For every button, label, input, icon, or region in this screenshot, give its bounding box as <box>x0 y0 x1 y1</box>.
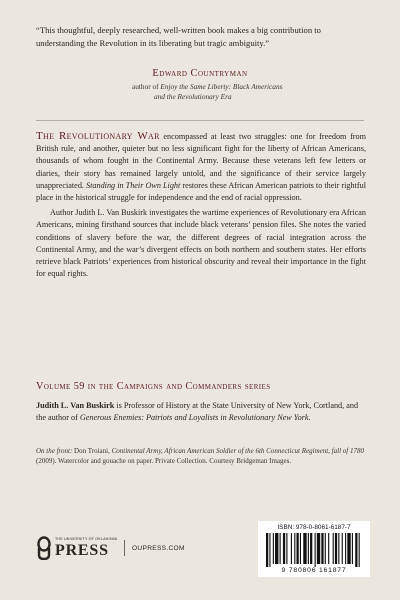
cover-note-label: On the front: <box>36 447 73 455</box>
author-other-book: Generous Enemies: Patriots and Loyalists in Revolutionary New York <box>79 413 309 423</box>
barcode-bar <box>335 533 337 564</box>
author-name: Judith L. Van Buskirk <box>36 401 115 410</box>
barcode-bar <box>275 533 278 564</box>
author-bio-text: is Professor of History at the State University of New York, Cortland, and the author of <box>36 401 359 423</box>
description-book-title: Standing in Their Own Light <box>86 180 181 190</box>
barcode-bar <box>317 533 320 564</box>
logo-divider <box>124 540 125 556</box>
description-p1-end: restores these African American patriots to their rightful place in the historical struggle for independence and the end of racial oppression. <box>36 180 366 203</box>
cover-note-title: Continental Army, African American Soldier of the 6th Connecticut Regiment, fall of 1780 <box>111 447 364 455</box>
barcode-bar <box>359 533 360 567</box>
publisher-press: PRESS <box>55 542 109 559</box>
barcode-bar <box>296 533 298 564</box>
cover-art-credit <box>36 446 366 466</box>
barcode-bar <box>269 533 270 567</box>
divider-rule <box>36 120 364 121</box>
barcode-bar <box>338 533 339 564</box>
barcode-digits: 9 780806 161877 <box>281 567 347 574</box>
book-description <box>36 130 366 280</box>
barcode-bar <box>283 533 285 564</box>
barcode-bar <box>273 533 274 564</box>
barcode-bar <box>342 533 343 564</box>
barcode-bar <box>347 533 350 564</box>
barcode-block <box>258 521 370 577</box>
barcode-bar <box>291 533 292 564</box>
credential-title-line1: Enjoy the Same Liberty: Black Americans <box>160 82 283 91</box>
publisher-url: OUPRESS.COM <box>132 545 185 552</box>
author-bio-end: . <box>308 413 311 423</box>
cover-note-rest: (2009). Watercolor and gouache on paper. Private Collection. Courtesy Bridgeman Images. <box>36 457 292 465</box>
cover-note-artist: Don Troiani, <box>72 447 112 455</box>
barcode-bar <box>352 533 353 564</box>
barcode-bar <box>308 533 309 564</box>
credential-title-line2: and the Revolutionary Era <box>154 92 232 102</box>
publisher-logo <box>36 536 185 560</box>
barcode-bar <box>321 533 323 564</box>
author-bio <box>36 400 366 424</box>
ou-interlocking-logo-icon <box>36 536 52 560</box>
credential-prefix: author of <box>132 82 161 91</box>
description-lead: The Revolutionary War <box>36 130 160 142</box>
barcode-bar <box>303 533 306 564</box>
barcode-bar <box>315 533 316 567</box>
description-paragraph-2: Author Judith L. Van Buskirk investigates the wartime experiences of Revolutionary era African Americans, mining firsthand sources that include black veterans’ pension files. She notes the varied conditions of slavery before the war, the different degrees of racial integration across the Continental Army, and the war’s divergent effects on both northern and southern states. Her efforts retrieve black Patriots’ experiences from historical obscurity and reveal their importance in the fight for equal rights. <box>36 208 366 279</box>
barcode-bar <box>328 533 329 564</box>
barcode-bar <box>355 533 357 567</box>
blurb-quote: “This thoughtful, deeply researched, well-written book makes a big contribution to understanding the Revolution in its liberating but tragic ambiguity.” <box>36 25 321 48</box>
barcode-bar <box>280 533 281 564</box>
description-p1-text: encompassed at least two struggles: one for freedom from British rule, and another, quieter but no less significant fight for the liberty of African Americans, thousands of whom fought in the Continental Army. Because these veterans left few letters or diaries, their story has remained largely untold, and the significance of their service largely unappreciated. <box>36 132 367 190</box>
barcode-bar <box>266 533 268 567</box>
barcode-bars <box>266 533 362 567</box>
barcode-bar <box>333 533 334 564</box>
series-line: Volume 59 in the Campaigns and Commanders series <box>36 381 271 392</box>
barcode-bar <box>345 533 346 564</box>
barcode-bar <box>325 533 326 564</box>
barcode-bar <box>294 533 295 564</box>
barcode-bar <box>300 533 301 564</box>
publisher-university: THE UNIVERSITY OF OKLAHOMA <box>55 537 118 541</box>
barcode-bar <box>286 533 287 564</box>
description-paragraph-1 <box>36 130 366 204</box>
blurb-credential <box>132 82 352 103</box>
barcode-bar <box>310 533 312 564</box>
blurb-author: Edward Countryman <box>152 68 248 79</box>
isbn-label: ISBN: 978-0-8061-6187-7 <box>277 524 351 531</box>
